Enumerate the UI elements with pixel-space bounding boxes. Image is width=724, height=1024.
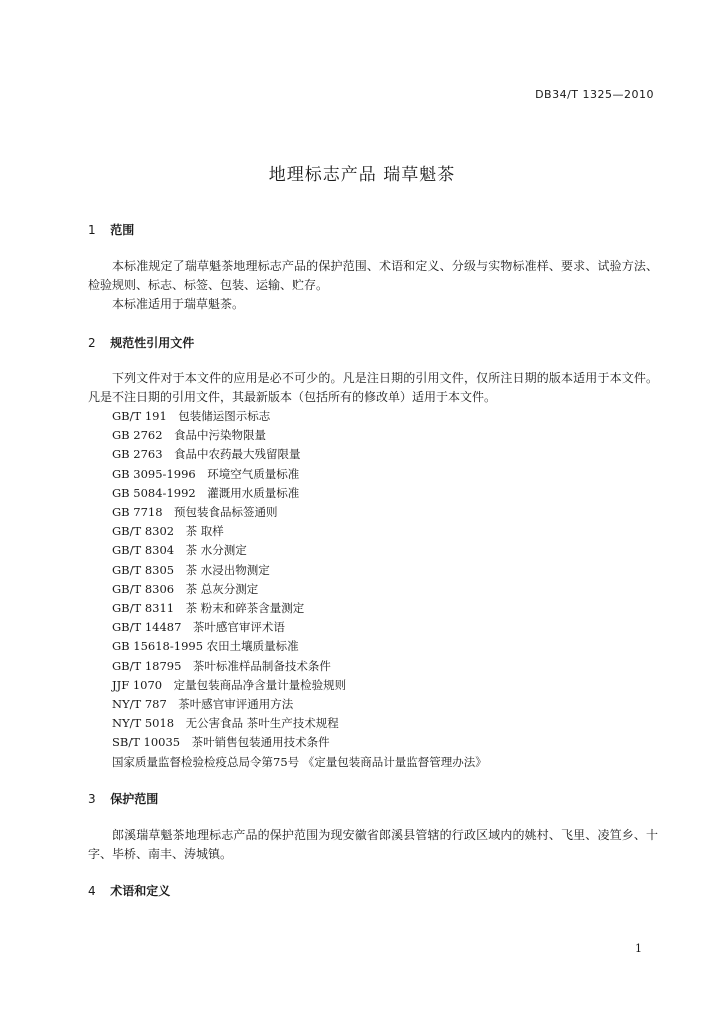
page-number: 1 [635, 942, 642, 955]
section-number: 2 [88, 336, 96, 350]
reference-item: NY/T 5018 无公害食品 茶叶生产技术规程 [112, 716, 339, 731]
reference-item: NY/T 787 茶叶感官审评通用方法 [112, 697, 294, 712]
reference-item: GB/T 8306 茶 总灰分测定 [112, 581, 259, 596]
reference-item: GB 5084-1992 灌溉用水质量标准 [112, 485, 300, 500]
reference-item: GB/T 18795 茶叶标准样品制备技术条件 [112, 658, 331, 673]
reference-list [112, 407, 487, 772]
section-number: 3 [88, 792, 96, 806]
section-title: 术语和定义 [110, 884, 171, 898]
section-title: 规范性引用文件 [110, 336, 195, 350]
reference-item: GB 15618-1995 农田土壤质量标准 [112, 639, 299, 654]
section-4-heading [88, 882, 170, 899]
section-number: 1 [88, 223, 96, 237]
reference-item: GB 7718 预包装食品标签通则 [112, 505, 278, 520]
reference-item: GB/T 8304 茶 水分测定 [112, 543, 247, 558]
reference-item: GB 2762 食品中污染物限量 [112, 428, 267, 443]
reference-item: GB/T 8305 茶 水浸出物测定 [112, 562, 270, 577]
section-2-heading [88, 334, 194, 351]
section-3-paragraph-1: 郎溪瑞草魁茶地理标志产品的保护范围为现安徽省郎溪县管辖的行政区域内的姚村、飞里、凌笪乡、十字、毕桥、南丰、涛城镇。 [88, 828, 658, 861]
section-1-paragraph-2: 本标准适用于瑞草魁茶。 [112, 297, 245, 311]
section-title: 范围 [110, 223, 135, 237]
section-2-paragraph-1: 下列文件对于本文件的应用是必不可少的。凡是注日期的引用文件，仅所注日期的版本适用于本文件。凡是不注日期的引用文件，其最新版本（包括所有的修改单）适用于本文件。 [88, 371, 658, 404]
section-number: 4 [88, 884, 96, 898]
reference-item: GB/T 8302 茶 取样 [112, 524, 224, 539]
reference-item: JJF 1070 定量包装商品净含量计量检验规则 [112, 677, 347, 692]
reference-item: GB 2763 食品中农药最大残留限量 [112, 447, 301, 462]
reference-item: GB/T 14487 茶叶感官审评术语 [112, 620, 285, 635]
reference-item: 国家质量监督检验检疫总局令第75号 《定量包装商品计量监督管理办法》 [112, 754, 487, 769]
reference-item: GB/T 191 包装储运图示标志 [112, 409, 271, 423]
section-1-paragraph-1: 本标准规定了瑞草魁茶地理标志产品的保护范围、术语和定义、分级与实物标准样、要求、试验方法、检验规则、标志、标签、包装、运输、贮存。 [88, 259, 658, 292]
standard-code: DB34/T 1325—2010 [535, 88, 654, 101]
section-title: 保护范围 [110, 792, 159, 806]
reference-item: SB/T 10035 茶叶销售包装通用技术条件 [112, 735, 330, 750]
reference-item: GB 3095-1996 环境空气质量标准 [112, 466, 300, 481]
section-3-heading [88, 790, 158, 807]
reference-item: GB/T 8311 茶 粉末和碎茶含量测定 [112, 601, 305, 616]
section-1-heading [88, 221, 134, 238]
document-title: 地理标志产品 瑞草魁茶 [268, 165, 456, 185]
